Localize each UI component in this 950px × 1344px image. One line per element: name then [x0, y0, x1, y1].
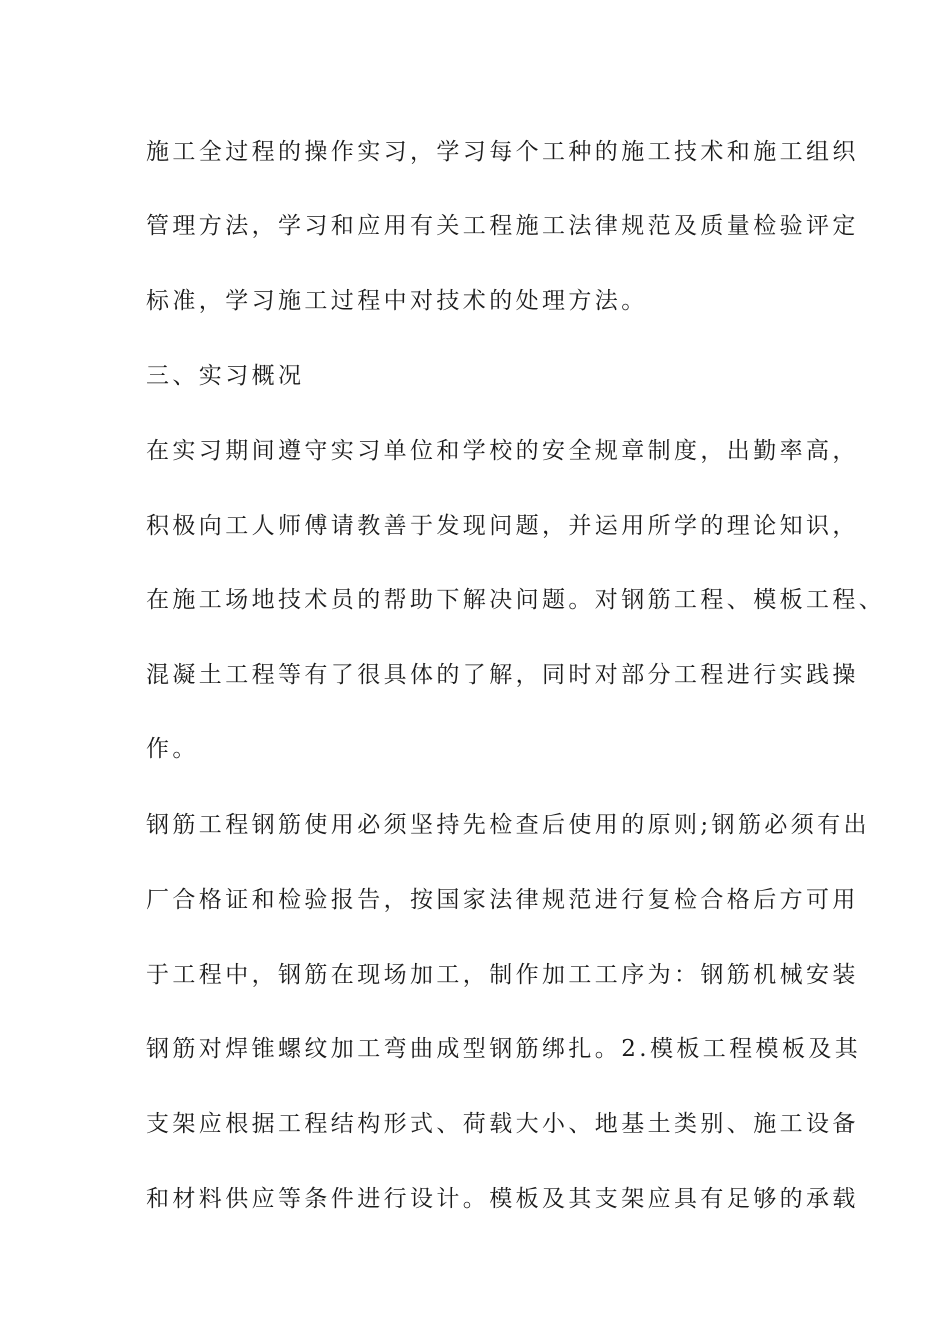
paragraph-line: 施工全过程的操作实习，学习每个工种的施工技术和施工组织 — [146, 139, 859, 165]
section-heading: 三、实习概况 — [146, 363, 305, 389]
paragraph-line: 钢筋对焊锥螺纹加工弯曲成型钢筋绑扎。2.模板工程模板及其 — [146, 1036, 862, 1062]
paragraph-line: 在施工场地技术员的帮助下解决问题。对钢筋工程、模板工程、 — [146, 587, 886, 613]
paragraph-line: 标准，学习施工过程中对技术的处理方法。 — [146, 288, 648, 314]
paragraph-line: 和材料供应等条件进行设计。模板及其支架应具有足够的承载 — [146, 1186, 859, 1212]
paragraph-line: 混凝土工程等有了很具体的了解，同时对部分工程进行实践操 — [146, 662, 859, 688]
paragraph-line: 在实习期间遵守实习单位和学校的安全规章制度，出勤率高， — [146, 438, 859, 464]
paragraph-line: 支架应根据工程结构形式、荷载大小、地基土类别、施工设备 — [146, 1111, 859, 1137]
paragraph-line: 作。 — [146, 736, 199, 762]
paragraph-line: 积极向工人师傅请教善于发现问题，并运用所学的理论知识， — [146, 513, 859, 539]
paragraph-line: 管理方法，学习和应用有关工程施工法律规范及质量检验评定 — [146, 213, 859, 239]
paragraph-line: 钢筋工程钢筋使用必须坚持先检查后使用的原则;钢筋必须有出 — [146, 812, 870, 838]
paragraph-line: 于工程中，钢筋在现场加工，制作加工工序为：钢筋机械安装 — [146, 962, 859, 988]
paragraph-line: 厂合格证和检验报告，按国家法律规范进行复检合格后方可用 — [146, 887, 859, 913]
